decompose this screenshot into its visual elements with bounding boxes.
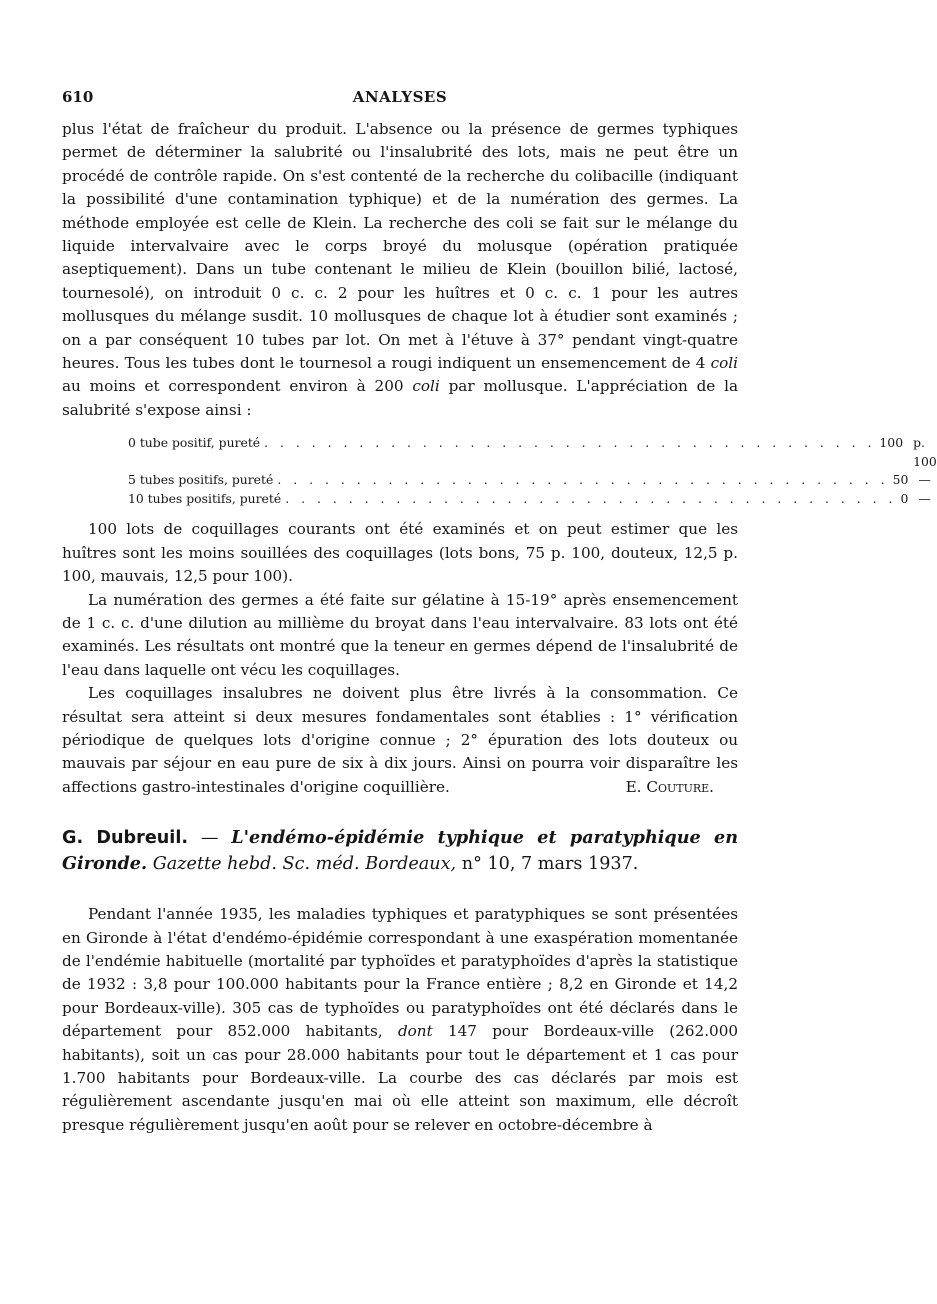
table-value: 0 [900, 490, 909, 506]
paragraph-germ-count: La numération des germes a été faite sur gélatine à 15-19° après ensemencement de 1 c. c. d'une dilution au millième du broyat dans l'eau intervalvaire. 83 lots ont été examinés. Les résultats ont montré que la teneur en germes dépend de l'insalubrité de l'eau dans laquelle ont vécu les coquillages. [62, 590, 738, 679]
leader-dots: . . . . . . . . . . . . . . . . . . . . . . . . . . . . . . . . . . . . . . . [285, 490, 897, 506]
paragraph-conclusion: Les coquillages insalubres ne doivent plus être livrés à la consommation. Ce résultat sera atteint si deux mesures fondamentales sont établies : 1° vérification périodique de quelques lots d'origine connue ; 2° épuration des lots douteux ou mauvais par séjour en eau pure de six à dix jours. Ainsi on pourra voir disparaître les affections gastro-intestinales d'origine coquillière. [62, 684, 738, 796]
leader-dots: . . . . . . . . . . . . . . . . . . . . . . . . . . . . . . . . . . . . . . . [264, 435, 876, 451]
signature-text: E. Couture. [625, 777, 714, 796]
spacer [62, 877, 738, 903]
table-unit: — [918, 490, 931, 506]
section-title: ANALYSES [352, 88, 448, 106]
reference-dash: — [188, 828, 232, 849]
leader-dots: . . . . . . . . . . . . . . . . . . . . . . . . . . . . . . . . . . . . . . . [277, 472, 889, 488]
text-run: Pendant l'année 1935, les maladies typhiques et paratyphiques se sont présentées en Gironde à l'état d'endémo-épidémie correspondant à une exaspération momentanée de l'endémie habituelle (mortalité par typhoïdes et paratyphoïdes d'après la statistique de 1932 : 3,8 pour 100.000 habitants pour la France entière ; 8,2 en Gironde et 14,2 pour Bordeaux-ville). 305 cas de typhoïdes ou paratyphoïdes ont été déclarés dans le département pour 852.000 habitants, [62, 905, 738, 1041]
table-row [128, 471, 931, 490]
reference-journal: Gazette hebd. Sc. méd. Bordeaux, [152, 854, 457, 875]
reference-issue: n° 10, 7 mars 1937. [456, 854, 639, 875]
purity-table [128, 434, 937, 508]
text-run: au moins et correspondent environ à 200 [62, 377, 404, 396]
reference-author: G. Dubreuil. [62, 828, 189, 849]
paragraph-abstract [62, 903, 738, 1137]
paragraph-coquillages-method [62, 118, 738, 422]
table-label: 0 tube positif, pureté [128, 435, 261, 451]
table-value: 100 [879, 435, 904, 451]
reference-title: L'endémo-épidémie typhique et paratyphique en Gironde. [62, 827, 738, 875]
table-row [128, 490, 931, 509]
page [62, 88, 937, 1137]
table-unit: p. 100 [913, 435, 937, 469]
article-reference [62, 825, 738, 877]
table-label: 10 tubes positifs, pureté [128, 490, 282, 506]
running-header [62, 88, 738, 118]
text-run: plus l'état de fraîcheur du produit. L'absence ou la présence de germes typhiques permet de déterminer la salubrité ou l'insalubrité des lots, mais ne peut être un procédé de contrôle rapide. On s'est contenté de la recherche du colibacille (indiquant la possibilité d'une contamination typhique) et de la numération des germes. La méthode employée est celle de Klein. La recherche des coli se fait sur le mélange du liquide intervalvaire avec le corps broyé du molusque (opération pratiquée aseptiquement). Dans un tube contenant le milieu de Klein (bouillon bilié, lactosé, tournesolé), on introduit 0 c. c. 2 pour les huîtres et 0 c. c. 1 pour les autres mollusques du mélange susdit. 10 mollusques de chaque lot à étudier sont examinés ; on a par conséquent 10 tubes par lot. On met à l'étuve à 37° pendant vingt-quatre heures. Tous les tubes dont le tournesol a rougi indiquent un ensemencement de 4 [62, 120, 738, 373]
text-run: par mollusque. L'appréciation de la salubrité s'expose ainsi : [62, 377, 739, 419]
italic-term: coli [412, 377, 440, 396]
table-label: 5 tubes positifs, pureté [128, 472, 274, 488]
page-number: 610 [62, 88, 94, 106]
text-run: 147 pour Bordeaux-ville (262.000 habitants), soit un cas pour 28.000 habitants pour tout le département et 1 cas pour 1.700 habitants pour Bordeaux-ville. La courbe des cas déclarés par mois est régulièrement ascendante jusqu'en mai où elle atteint son maximum, elle décroît presque régulièrement jusqu'en août pour se relever en octobre-décembre à [62, 1022, 739, 1134]
table-row [128, 434, 937, 471]
paragraph-results: 100 lots de coquillages courants ont été examinés et on peut estimer que les huîtres sont les moins souillées des coquillages (lots bons, 75 p. 100, douteux, 12,5 p. 100, mauvais, 12,5 pour 100). [62, 520, 738, 586]
table-value: 50 [892, 472, 909, 488]
table-unit: — [918, 472, 931, 488]
italic-term: dont [397, 1022, 433, 1041]
italic-term: coli [710, 354, 738, 373]
